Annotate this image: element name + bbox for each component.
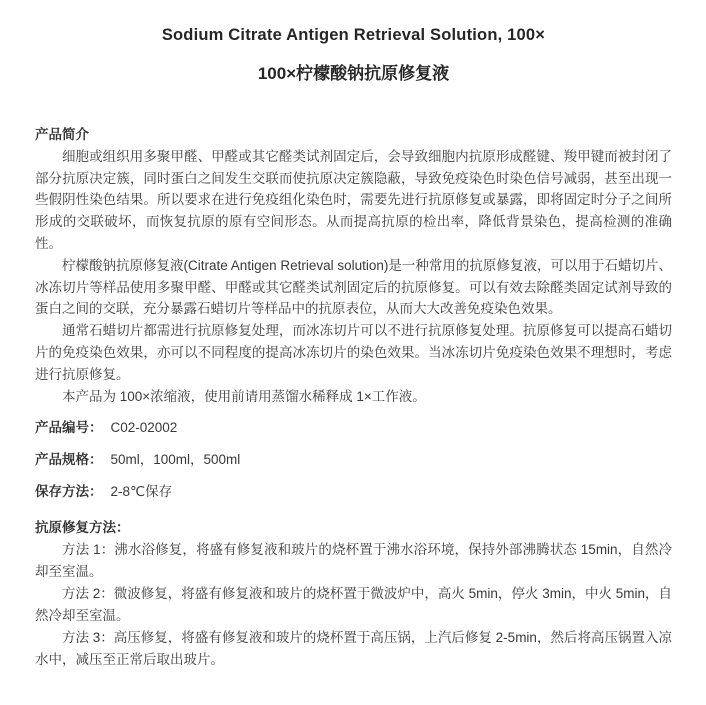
section-heading-retrieval-methods: 抗原修复方法： [35, 520, 130, 536]
method-paragraph-boiling-water-bath: 方法 1：沸水浴修复，将盛有修复液和玻片的烧杯置于沸水浴环境，保持外部沸腾状态 15min，自然冷却至室温。 [35, 542, 672, 580]
section-heading-product-intro: 产品简介 [35, 127, 89, 142]
field-value-product-spec: 50ml，100ml，500ml [110, 452, 241, 468]
field-row-product-spec [35, 449, 672, 471]
field-row-product-code [35, 417, 672, 439]
page-title-chinese: 100×柠檬酸钠抗原修复液 [257, 64, 450, 83]
intro-paragraph-dilution-note: 本产品为 100×浓缩液，使用前请用蒸馏水稀释成 1×工作液。 [62, 388, 426, 404]
method-paragraph-pressure-cooker: 方法 3：高压修复，将盛有修复液和玻片的烧杯置于高压锅，上汽后修复 2-5min，然后将高压锅置入凉水中，减压至正常后取出玻片。 [35, 630, 672, 668]
field-value-storage-method: 2-8℃保存 [110, 484, 173, 500]
field-label-storage-method: 保存方法： [35, 484, 103, 500]
product-fields [35, 417, 672, 503]
field-value-product-code: C02-02002 [110, 420, 178, 436]
page-title-english: Sodium Citrate Antigen Retrieval Solution, 100× [161, 26, 546, 44]
intro-paragraph-solution-description: 柠檬酸钠抗原修复液(Citrate Antigen Retrieval solution)是一种常用的抗原修复液，可以用于石蜡切片、冰冻切片等样品使用多聚甲醛、甲醛或其它醛类试剂固定后的抗原修复。可以有效去除醛类固定试剂导致的蛋白之间的交联，充分暴露石蜡切片等样品中的抗原表位，从而大大改善免疫染色效果。 [35, 257, 672, 317]
field-label-product-spec: 产品规格： [35, 452, 103, 468]
field-label-product-code: 产品编号： [35, 420, 103, 436]
document-page [0, 23, 706, 705]
intro-paragraph-fixation: 细胞或组织用多聚甲醛、甲醛或其它醛类试剂固定后，会导致细胞内抗原形成醛键、羧甲键而被封闭了部分抗原决定簇，同时蛋白之间发生交联而使抗原决定簇隐蔽，导致免疫染色时染色信号减弱，甚至出现一些假阴性染色结果。所以要求在进行免疫组化染色时，需要先进行抗原修复或暴露，即将固定时分子之间所形成的交联破坏，而恢复抗原的原有空间形态。从而提高抗原的检出率，降低背景染色，提高检测的准确性。 [35, 148, 672, 251]
field-row-storage-method [35, 481, 672, 503]
method-paragraph-microwave: 方法 2：微波修复，将盛有修复液和玻片的烧杯置于微波炉中，高火 5min，停火 3min，中火 5min，自然冷却至室温。 [35, 586, 672, 624]
intro-paragraph-usage-scope: 通常石蜡切片都需进行抗原修复处理，而冰冻切片可以不进行抗原修复处理。抗原修复可以提高石蜡切片的免疫染色效果，亦可以不同程度的提高冰冻切片的染色效果。当冰冻切片免疫染色效果不理想时，考虑进行抗原修复。 [35, 323, 672, 382]
